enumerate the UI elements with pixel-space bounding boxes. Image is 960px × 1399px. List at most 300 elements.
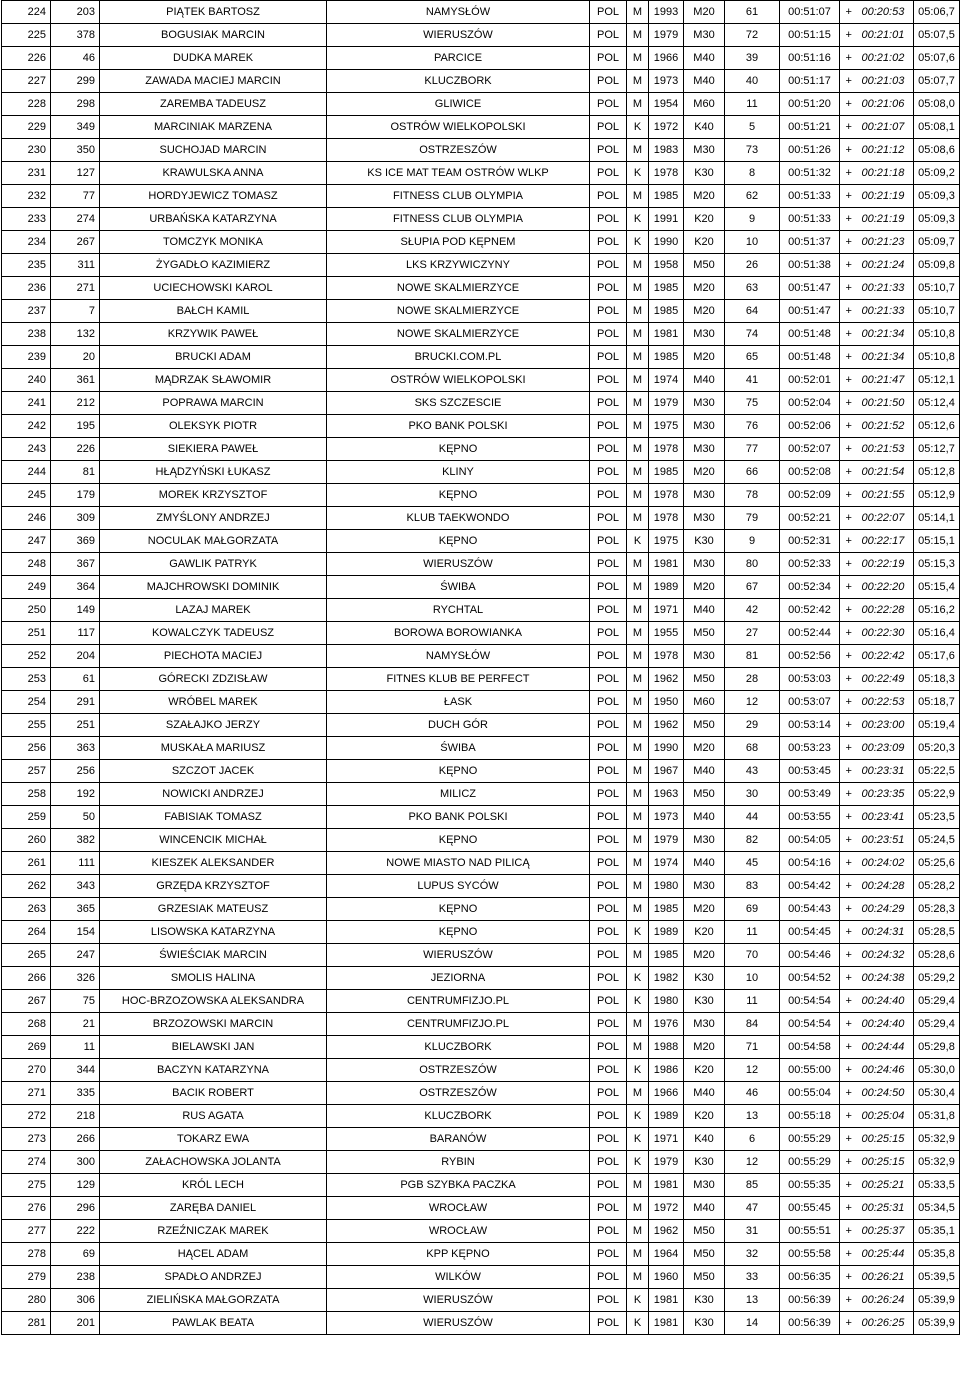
country-cell: POL: [590, 415, 627, 438]
category-place-cell: 5: [725, 116, 780, 139]
sex-cell: M: [627, 346, 649, 369]
place-cell: 251: [2, 622, 51, 645]
name-cell: BACZYN KATARZYNA: [100, 1059, 327, 1082]
name-cell: ZAREMBA TADEUSZ: [100, 93, 327, 116]
club-cell: WIERUSZÓW: [327, 944, 590, 967]
time-cell: 00:52:01: [780, 369, 840, 392]
category-place-cell: 27: [725, 622, 780, 645]
country-cell: POL: [590, 1036, 627, 1059]
bib-cell: 203: [51, 1, 100, 24]
place-cell: 228: [2, 93, 51, 116]
gap-cell: 00:22:17: [858, 530, 914, 553]
bib-cell: 204: [51, 645, 100, 668]
pace-cell: 05:09,8: [914, 254, 960, 277]
time-cell: 00:51:32: [780, 162, 840, 185]
club-cell: KĘPNO: [327, 484, 590, 507]
country-cell: POL: [590, 576, 627, 599]
gap-cell: 00:20:53: [858, 1, 914, 24]
time-cell: 00:51:26: [780, 139, 840, 162]
table-row: [2, 254, 960, 277]
time-cell: 00:52:56: [780, 645, 840, 668]
bib-cell: 247: [51, 944, 100, 967]
year-cell: 1963: [649, 783, 684, 806]
category-cell: M30: [684, 323, 725, 346]
sex-cell: M: [627, 415, 649, 438]
sex-cell: K: [627, 231, 649, 254]
bib-cell: 179: [51, 484, 100, 507]
name-cell: UCIECHOWSKI KAROL: [100, 277, 327, 300]
club-cell: CENTRUMFIZJO.PL: [327, 990, 590, 1013]
category-cell: M50: [684, 714, 725, 737]
category-place-cell: 33: [725, 1266, 780, 1289]
country-cell: POL: [590, 1312, 627, 1335]
club-cell: OSTRZESZÓW: [327, 1059, 590, 1082]
time-cell: 00:53:55: [780, 806, 840, 829]
gap-cell: 00:23:35: [858, 783, 914, 806]
sex-cell: M: [627, 185, 649, 208]
table-row: [2, 392, 960, 415]
pace-cell: 05:15,4: [914, 576, 960, 599]
sex-cell: M: [627, 1174, 649, 1197]
country-cell: POL: [590, 1, 627, 24]
category-place-cell: 42: [725, 599, 780, 622]
sex-cell: M: [627, 829, 649, 852]
sex-cell: M: [627, 484, 649, 507]
table-row: [2, 1036, 960, 1059]
club-cell: BARANÓW: [327, 1128, 590, 1151]
name-cell: POPRAWA MARCIN: [100, 392, 327, 415]
club-cell: OSTRÓW WIELKOPOLSKI: [327, 116, 590, 139]
pace-cell: 05:35,8: [914, 1243, 960, 1266]
club-cell: KPP KĘPNO: [327, 1243, 590, 1266]
results-table: [1, 0, 960, 1335]
club-cell: ŚWIBA: [327, 737, 590, 760]
pace-cell: 05:15,1: [914, 530, 960, 553]
place-cell: 259: [2, 806, 51, 829]
place-cell: 274: [2, 1151, 51, 1174]
plus-sign-cell: +: [840, 760, 858, 783]
pace-cell: 05:30,0: [914, 1059, 960, 1082]
table-row: [2, 622, 960, 645]
category-cell: M50: [684, 1266, 725, 1289]
sex-cell: K: [627, 162, 649, 185]
plus-sign-cell: +: [840, 1289, 858, 1312]
name-cell: SZAŁAJKO JERZY: [100, 714, 327, 737]
place-cell: 252: [2, 645, 51, 668]
category-place-cell: 70: [725, 944, 780, 967]
bib-cell: 266: [51, 1128, 100, 1151]
sex-cell: K: [627, 1128, 649, 1151]
category-cell: M30: [684, 507, 725, 530]
category-place-cell: 12: [725, 1151, 780, 1174]
name-cell: SPADŁO ANDRZEJ: [100, 1266, 327, 1289]
category-place-cell: 31: [725, 1220, 780, 1243]
sex-cell: M: [627, 277, 649, 300]
club-cell: LUPUS SYCÓW: [327, 875, 590, 898]
category-cell: M40: [684, 852, 725, 875]
category-cell: M20: [684, 277, 725, 300]
sex-cell: M: [627, 392, 649, 415]
pace-cell: 05:39,9: [914, 1312, 960, 1335]
club-cell: KĘPNO: [327, 760, 590, 783]
category-cell: M40: [684, 1082, 725, 1105]
pace-cell: 05:15,3: [914, 553, 960, 576]
club-cell: ŚWIBA: [327, 576, 590, 599]
bib-cell: 298: [51, 93, 100, 116]
gap-cell: 00:25:21: [858, 1174, 914, 1197]
bib-cell: 77: [51, 185, 100, 208]
country-cell: POL: [590, 116, 627, 139]
place-cell: 269: [2, 1036, 51, 1059]
time-cell: 00:54:43: [780, 898, 840, 921]
category-cell: K30: [684, 1312, 725, 1335]
time-cell: 00:53:07: [780, 691, 840, 714]
category-place-cell: 69: [725, 898, 780, 921]
club-cell: KĘPNO: [327, 921, 590, 944]
country-cell: POL: [590, 1220, 627, 1243]
table-row: [2, 484, 960, 507]
pace-cell: 05:28,2: [914, 875, 960, 898]
name-cell: SIEKIERA PAWEŁ: [100, 438, 327, 461]
year-cell: 1975: [649, 415, 684, 438]
plus-sign-cell: +: [840, 461, 858, 484]
year-cell: 1980: [649, 990, 684, 1013]
category-place-cell: 43: [725, 760, 780, 783]
category-cell: M30: [684, 24, 725, 47]
bib-cell: 256: [51, 760, 100, 783]
gap-cell: 00:21:23: [858, 231, 914, 254]
bib-cell: 296: [51, 1197, 100, 1220]
name-cell: ŚWIEŚCIAK MARCIN: [100, 944, 327, 967]
table-row: [2, 438, 960, 461]
plus-sign-cell: +: [840, 1151, 858, 1174]
category-place-cell: 46: [725, 1082, 780, 1105]
pace-cell: 05:35,1: [914, 1220, 960, 1243]
bib-cell: 326: [51, 967, 100, 990]
gap-cell: 00:21:33: [858, 277, 914, 300]
bib-cell: 132: [51, 323, 100, 346]
bib-cell: 364: [51, 576, 100, 599]
year-cell: 1985: [649, 300, 684, 323]
category-cell: M20: [684, 1036, 725, 1059]
bib-cell: 192: [51, 783, 100, 806]
year-cell: 1991: [649, 208, 684, 231]
club-cell: BRUCKI.COM.PL: [327, 346, 590, 369]
category-place-cell: 84: [725, 1013, 780, 1036]
table-row: [2, 323, 960, 346]
category-place-cell: 80: [725, 553, 780, 576]
table-row: [2, 116, 960, 139]
country-cell: POL: [590, 162, 627, 185]
country-cell: POL: [590, 921, 627, 944]
category-place-cell: 77: [725, 438, 780, 461]
table-row: [2, 70, 960, 93]
year-cell: 1960: [649, 1266, 684, 1289]
category-place-cell: 79: [725, 507, 780, 530]
category-cell: M50: [684, 1243, 725, 1266]
country-cell: POL: [590, 898, 627, 921]
place-cell: 237: [2, 300, 51, 323]
year-cell: 1983: [649, 139, 684, 162]
plus-sign-cell: +: [840, 1105, 858, 1128]
place-cell: 249: [2, 576, 51, 599]
name-cell: GRZĘDA KRZYSZTOF: [100, 875, 327, 898]
gap-cell: 00:21:54: [858, 461, 914, 484]
name-cell: ZMYŚLONY ANDRZEJ: [100, 507, 327, 530]
name-cell: GAWLIK PATRYK: [100, 553, 327, 576]
time-cell: 00:52:06: [780, 415, 840, 438]
year-cell: 1971: [649, 1128, 684, 1151]
year-cell: 1950: [649, 691, 684, 714]
bib-cell: 46: [51, 47, 100, 70]
place-cell: 263: [2, 898, 51, 921]
time-cell: 00:54:54: [780, 1013, 840, 1036]
year-cell: 1990: [649, 231, 684, 254]
place-cell: 271: [2, 1082, 51, 1105]
table-row: [2, 1220, 960, 1243]
name-cell: LISOWSKA KATARZYNA: [100, 921, 327, 944]
plus-sign-cell: +: [840, 714, 858, 737]
plus-sign-cell: +: [840, 1197, 858, 1220]
place-cell: 273: [2, 1128, 51, 1151]
club-cell: OSTRÓW WIELKOPOLSKI: [327, 369, 590, 392]
gap-cell: 00:24:40: [858, 1013, 914, 1036]
pace-cell: 05:17,6: [914, 645, 960, 668]
bib-cell: 69: [51, 1243, 100, 1266]
bib-cell: 238: [51, 1266, 100, 1289]
bib-cell: 291: [51, 691, 100, 714]
country-cell: POL: [590, 737, 627, 760]
name-cell: BRUCKI ADAM: [100, 346, 327, 369]
gap-cell: 00:21:12: [858, 139, 914, 162]
gap-cell: 00:21:18: [858, 162, 914, 185]
time-cell: 00:55:35: [780, 1174, 840, 1197]
year-cell: 1978: [649, 484, 684, 507]
plus-sign-cell: +: [840, 415, 858, 438]
time-cell: 00:51:21: [780, 116, 840, 139]
time-cell: 00:51:47: [780, 300, 840, 323]
gap-cell: 00:26:24: [858, 1289, 914, 1312]
sex-cell: M: [627, 507, 649, 530]
category-cell: M50: [684, 254, 725, 277]
time-cell: 00:52:08: [780, 461, 840, 484]
time-cell: 00:53:45: [780, 760, 840, 783]
bib-cell: 251: [51, 714, 100, 737]
club-cell: NAMYSŁÓW: [327, 1, 590, 24]
gap-cell: 00:21:34: [858, 323, 914, 346]
place-cell: 255: [2, 714, 51, 737]
category-place-cell: 12: [725, 691, 780, 714]
country-cell: POL: [590, 967, 627, 990]
bib-cell: 369: [51, 530, 100, 553]
country-cell: POL: [590, 944, 627, 967]
plus-sign-cell: +: [840, 507, 858, 530]
place-cell: 245: [2, 484, 51, 507]
pace-cell: 05:24,5: [914, 829, 960, 852]
pace-cell: 05:12,8: [914, 461, 960, 484]
name-cell: MĄDRZAK SŁAWOMIR: [100, 369, 327, 392]
category-place-cell: 62: [725, 185, 780, 208]
gap-cell: 00:22:28: [858, 599, 914, 622]
gap-cell: 00:24:02: [858, 852, 914, 875]
category-cell: M60: [684, 691, 725, 714]
pace-cell: 05:29,4: [914, 1013, 960, 1036]
bib-cell: 129: [51, 1174, 100, 1197]
country-cell: POL: [590, 1289, 627, 1312]
year-cell: 1962: [649, 1220, 684, 1243]
bib-cell: 306: [51, 1289, 100, 1312]
plus-sign-cell: +: [840, 645, 858, 668]
pace-cell: 05:18,3: [914, 668, 960, 691]
category-place-cell: 85: [725, 1174, 780, 1197]
year-cell: 1981: [649, 1312, 684, 1335]
bib-cell: 127: [51, 162, 100, 185]
sex-cell: M: [627, 645, 649, 668]
pace-cell: 05:09,2: [914, 162, 960, 185]
sex-cell: M: [627, 300, 649, 323]
plus-sign-cell: +: [840, 829, 858, 852]
name-cell: KIESZEK ALEKSANDER: [100, 852, 327, 875]
time-cell: 00:52:44: [780, 622, 840, 645]
place-cell: 231: [2, 162, 51, 185]
year-cell: 1979: [649, 1151, 684, 1174]
pace-cell: 05:23,5: [914, 806, 960, 829]
plus-sign-cell: +: [840, 1082, 858, 1105]
category-cell: M40: [684, 369, 725, 392]
name-cell: GÓRECKI ZDZISŁAW: [100, 668, 327, 691]
category-cell: M50: [684, 783, 725, 806]
plus-sign-cell: +: [840, 300, 858, 323]
bib-cell: 75: [51, 990, 100, 1013]
country-cell: POL: [590, 392, 627, 415]
club-cell: FITNESS CLUB OLYMPIA: [327, 185, 590, 208]
country-cell: POL: [590, 645, 627, 668]
table-row: [2, 921, 960, 944]
sex-cell: M: [627, 1243, 649, 1266]
name-cell: ZAŁACHOWSKA JOLANTA: [100, 1151, 327, 1174]
club-cell: KĘPNO: [327, 898, 590, 921]
year-cell: 1973: [649, 806, 684, 829]
table-row: [2, 277, 960, 300]
pace-cell: 05:12,6: [914, 415, 960, 438]
sex-cell: M: [627, 622, 649, 645]
sex-cell: M: [627, 668, 649, 691]
pace-cell: 05:31,8: [914, 1105, 960, 1128]
plus-sign-cell: +: [840, 668, 858, 691]
plus-sign-cell: +: [840, 990, 858, 1013]
bib-cell: 378: [51, 24, 100, 47]
sex-cell: M: [627, 806, 649, 829]
club-cell: NOWE SKALMIERZYCE: [327, 277, 590, 300]
gap-cell: 00:24:44: [858, 1036, 914, 1059]
year-cell: 1981: [649, 323, 684, 346]
club-cell: NOWE SKALMIERZYCE: [327, 323, 590, 346]
pace-cell: 05:08,6: [914, 139, 960, 162]
year-cell: 1974: [649, 852, 684, 875]
name-cell: ZAWADA MACIEJ MARCIN: [100, 70, 327, 93]
bib-cell: 299: [51, 70, 100, 93]
year-cell: 1966: [649, 1082, 684, 1105]
year-cell: 1985: [649, 346, 684, 369]
sex-cell: M: [627, 369, 649, 392]
table-row: [2, 461, 960, 484]
sex-cell: K: [627, 967, 649, 990]
category-place-cell: 68: [725, 737, 780, 760]
place-cell: 239: [2, 346, 51, 369]
gap-cell: 00:22:53: [858, 691, 914, 714]
name-cell: NOCULAK MAŁGORZATA: [100, 530, 327, 553]
country-cell: POL: [590, 185, 627, 208]
time-cell: 00:52:34: [780, 576, 840, 599]
sex-cell: K: [627, 530, 649, 553]
pace-cell: 05:06,7: [914, 1, 960, 24]
club-cell: FITNES KLUB BE PERFECT: [327, 668, 590, 691]
club-cell: DUCH GÓR: [327, 714, 590, 737]
category-cell: M20: [684, 185, 725, 208]
place-cell: 236: [2, 277, 51, 300]
pace-cell: 05:32,9: [914, 1128, 960, 1151]
club-cell: WIERUSZÓW: [327, 24, 590, 47]
year-cell: 1985: [649, 185, 684, 208]
plus-sign-cell: +: [840, 392, 858, 415]
category-place-cell: 12: [725, 1059, 780, 1082]
year-cell: 1981: [649, 1174, 684, 1197]
year-cell: 1989: [649, 1105, 684, 1128]
sex-cell: M: [627, 553, 649, 576]
bib-cell: 212: [51, 392, 100, 415]
year-cell: 1979: [649, 392, 684, 415]
plus-sign-cell: +: [840, 622, 858, 645]
name-cell: LAZAJ MAREK: [100, 599, 327, 622]
year-cell: 1979: [649, 829, 684, 852]
club-cell: WIERUSZÓW: [327, 553, 590, 576]
gap-cell: 00:21:53: [858, 438, 914, 461]
table-row: [2, 346, 960, 369]
category-cell: M40: [684, 1197, 725, 1220]
category-cell: K20: [684, 1105, 725, 1128]
country-cell: POL: [590, 369, 627, 392]
category-cell: K40: [684, 116, 725, 139]
sex-cell: M: [627, 898, 649, 921]
club-cell: JEZIORNA: [327, 967, 590, 990]
sex-cell: M: [627, 438, 649, 461]
time-cell: 00:52:42: [780, 599, 840, 622]
year-cell: 1982: [649, 967, 684, 990]
name-cell: PAWLAK BEATA: [100, 1312, 327, 1335]
gap-cell: 00:21:03: [858, 70, 914, 93]
category-cell: M30: [684, 645, 725, 668]
plus-sign-cell: +: [840, 1220, 858, 1243]
pace-cell: 05:16,4: [914, 622, 960, 645]
category-cell: M20: [684, 461, 725, 484]
table-row: [2, 139, 960, 162]
plus-sign-cell: +: [840, 484, 858, 507]
sex-cell: M: [627, 1197, 649, 1220]
gap-cell: 00:25:44: [858, 1243, 914, 1266]
place-cell: 275: [2, 1174, 51, 1197]
name-cell: BOGUSIAK MARCIN: [100, 24, 327, 47]
category-cell: M30: [684, 875, 725, 898]
pace-cell: 05:10,7: [914, 300, 960, 323]
club-cell: PKO BANK POLSKI: [327, 415, 590, 438]
name-cell: URBAŃSKA KATARZYNA: [100, 208, 327, 231]
pace-cell: 05:28,3: [914, 898, 960, 921]
name-cell: KRÓL LECH: [100, 1174, 327, 1197]
category-cell: M20: [684, 898, 725, 921]
bib-cell: 218: [51, 1105, 100, 1128]
gap-cell: 00:24:38: [858, 967, 914, 990]
category-cell: M20: [684, 737, 725, 760]
